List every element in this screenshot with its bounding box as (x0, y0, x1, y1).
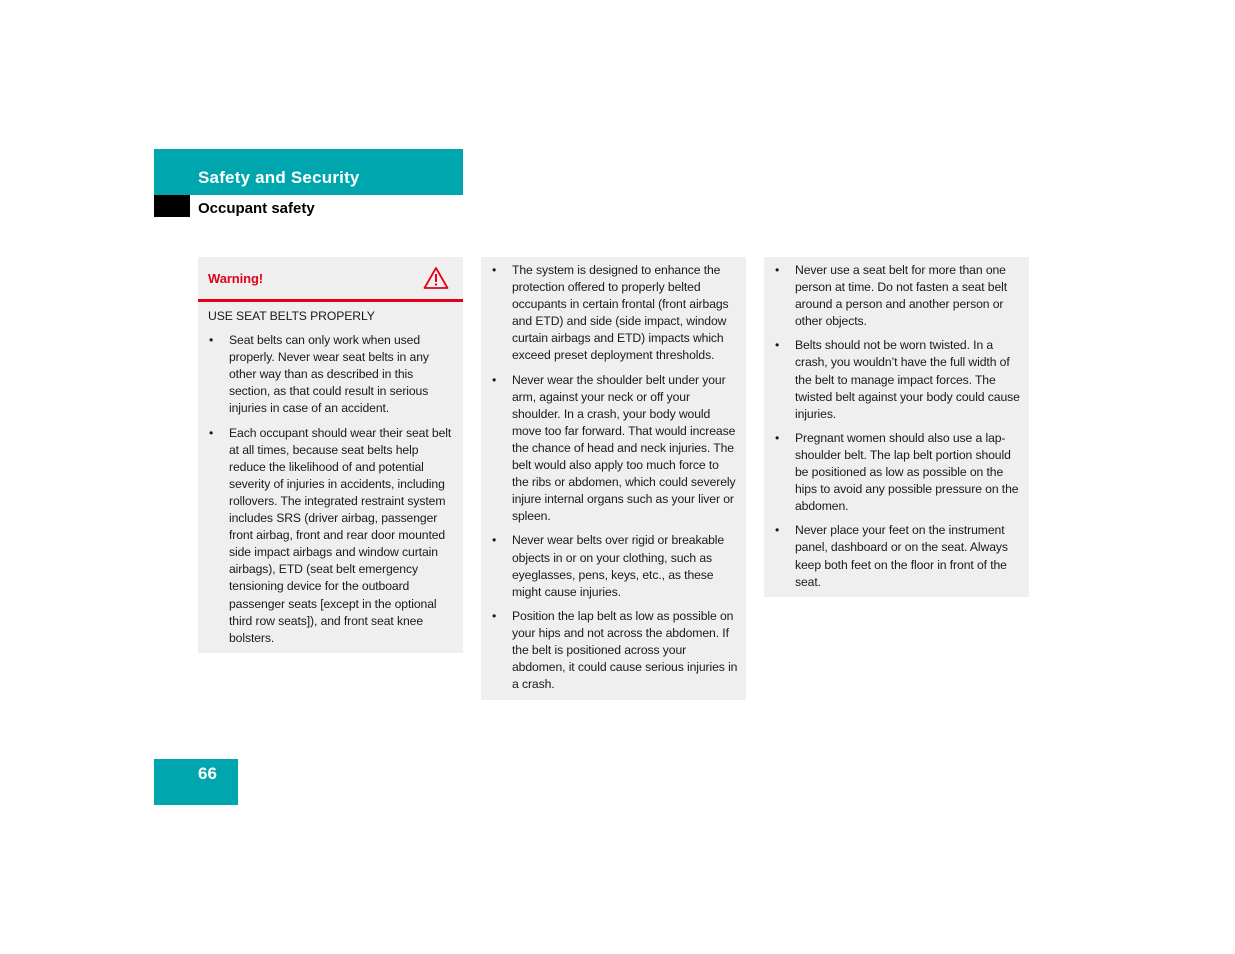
warning-list (208, 332, 455, 647)
right-panel (764, 257, 1029, 597)
list-item: • Never use a seat belt for more than one person at time. Do not fasten a seat belt around a person and another person or other objects. (774, 262, 1021, 330)
warning-triangle-icon (423, 266, 449, 290)
page-number: 66 (198, 764, 217, 783)
section-marker (154, 195, 190, 217)
page-number-box (154, 759, 238, 805)
list-item: • Position the lap belt as low as possible on your hips and not across the abdomen. If the belt is positioned across your abdomen, it could cause serious injuries in a crash. (491, 608, 738, 693)
section-title: Safety and Security (198, 168, 360, 187)
right-list (774, 262, 1021, 591)
warning-header (198, 257, 463, 302)
warning-panel (198, 257, 463, 653)
warning-label: Warning! (208, 271, 264, 286)
middle-panel (481, 257, 746, 700)
list-item: • Never wear the shoulder belt under your arm, against your neck or off your shoulder. In a crash, your body would move too far forward. That would increase the chance of head and neck injuries. The belt would also apply too much force to the ribs or abdomen, which could severely injure internal organs such as your liver or spleen. (491, 372, 738, 526)
list-item: • The system is designed to enhance the protection offered to properly belted occupants in certain frontal (front airbags and ETD) and side (side impact, window curtain airbags and ETD) impacts which exceed preset deployment thresholds. (491, 262, 738, 365)
list-item: • Pregnant women should also use a lap-shoulder belt. The lap belt portion should be positioned as low as possible on the hips to avoid any possible pressure on the abdomen. (774, 430, 1021, 515)
subsection-title: Occupant safety (198, 200, 315, 217)
middle-list (491, 262, 738, 693)
list-item: • Belts should not be worn twisted. In a crash, you wouldn’t have the full width of the belt to manage impact forces. The twisted belt against your body could cause injuries. (774, 337, 1021, 422)
list-item: • Each occupant should wear their seat belt at all times, because seat belts help reduce the likelihood of and potential severity of injuries in accidents, including rollovers. The integrated restraint system includes SRS (driver airbag, passenger front airbag, front and rear door mounted side impact airbags and window curtain airbags), ETD (seat belt emergency tensioning device for the outboard passenger seats [except in the optional third row seats]), and front seat knee bolsters. (208, 425, 455, 647)
warning-heading: USE SEAT BELTS PROPERLY (208, 309, 375, 323)
list-item: • Never wear belts over rigid or breakable objects in or on your clothing, such as eyeglasses, pens, keys, etc., as these might cause injuries. (491, 532, 738, 600)
list-item: • Seat belts can only work when used properly. Never wear seat belts in any other way than as described in this section, as that could result in serious injuries in case of an accident. (208, 332, 455, 417)
list-item: • Never place your feet on the instrument panel, dashboard or on the seat. Always keep both feet on the floor in front of the seat. (774, 522, 1021, 590)
warning-body (198, 302, 463, 647)
